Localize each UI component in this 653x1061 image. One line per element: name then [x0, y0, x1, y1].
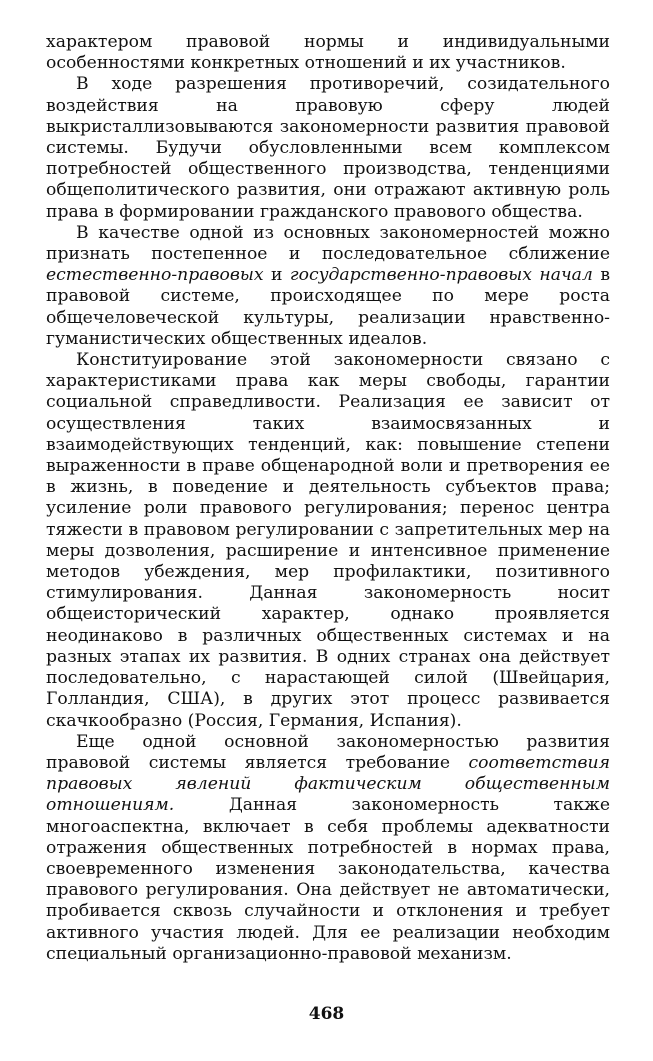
paragraph-3	[46, 223, 610, 350]
paragraph-5-text-after: Данная закономерность также многоаспектна, включает в себя проблемы адекватности отражения общественных потребностей в нормах права, своевременного изменения законодательства, качества правового регулирования. Она действует не автоматически, пробивается сквозь случайности и отклонения и требует активного участия людей. Для ее реализации необходим специальный организационно-правовой механизм.	[46, 795, 610, 964]
paragraph-5	[46, 732, 610, 965]
paragraph-3-text-after: в правовой системе, происходящее по мере роста общечеловеческой культуры, реализации нравственно-гуманистических общественных идеалов.	[46, 265, 610, 349]
page-number: 468	[308, 1004, 345, 1024]
paragraph-3-italic-term-1: естественно-правовых	[46, 265, 264, 286]
paragraph-5-text-before: Еще одной основной закономерностью развития правовой системы является требование	[46, 731, 610, 773]
paragraph-2: В ходе разрешения противоречий, созидательного воздействия на правовую сферу людей выкристаллизовываются закономерности развития правовой системы. Будучи обусловленными всем комплексом потребностей общественного производства, тенденциями общеполитического развития, они отражают активную роль права в формировании гражданского правового общества.	[46, 74, 610, 222]
paragraph-3-italic-term-2: государственно-правовых начал	[289, 265, 593, 286]
paragraph-3-text-middle: и	[263, 265, 290, 286]
paragraph-3-text-before: В качестве одной из основных закономерностей можно признать постепенное и последовательное сближение	[46, 222, 610, 265]
paragraph-5-italic-term: соответствия правовых явлений фактическим общественным отношениям.	[46, 752, 610, 816]
paragraph-4: Конституирование этой закономерности связано с характеристиками права как меры свободы, гарантии социальной справедливости. Реализация ее зависит от осуществления таких взаимосвязанных и взаимодействующих тенденций, как: повышение степени выраженности в праве общенародной воли и претворения ее в жизнь, в поведение и деятельность субъектов права; усиление роли правового регулирования; перенос центра тяжести в правовом регулировании с запретительных мер на меры дозволения, расширение и интенсивное применение методов убеждения, мер профилактики, позитивного стимулирования. Данная закономерность носит общеисторический характер, однако проявляется неодинаково в различных общественных системах и на разных этапах их развития. В одних странах она действует последовательно, с нарастающей силой (Швейцария, Голландия, США), в других этот процесс развивается скачкообразно (Россия, Германия, Испания).	[46, 350, 610, 731]
paragraph-1: характером правовой нормы и индивидуальными особенностями конкретных отношений и их участников.	[46, 32, 610, 74]
page-body	[46, 32, 610, 965]
